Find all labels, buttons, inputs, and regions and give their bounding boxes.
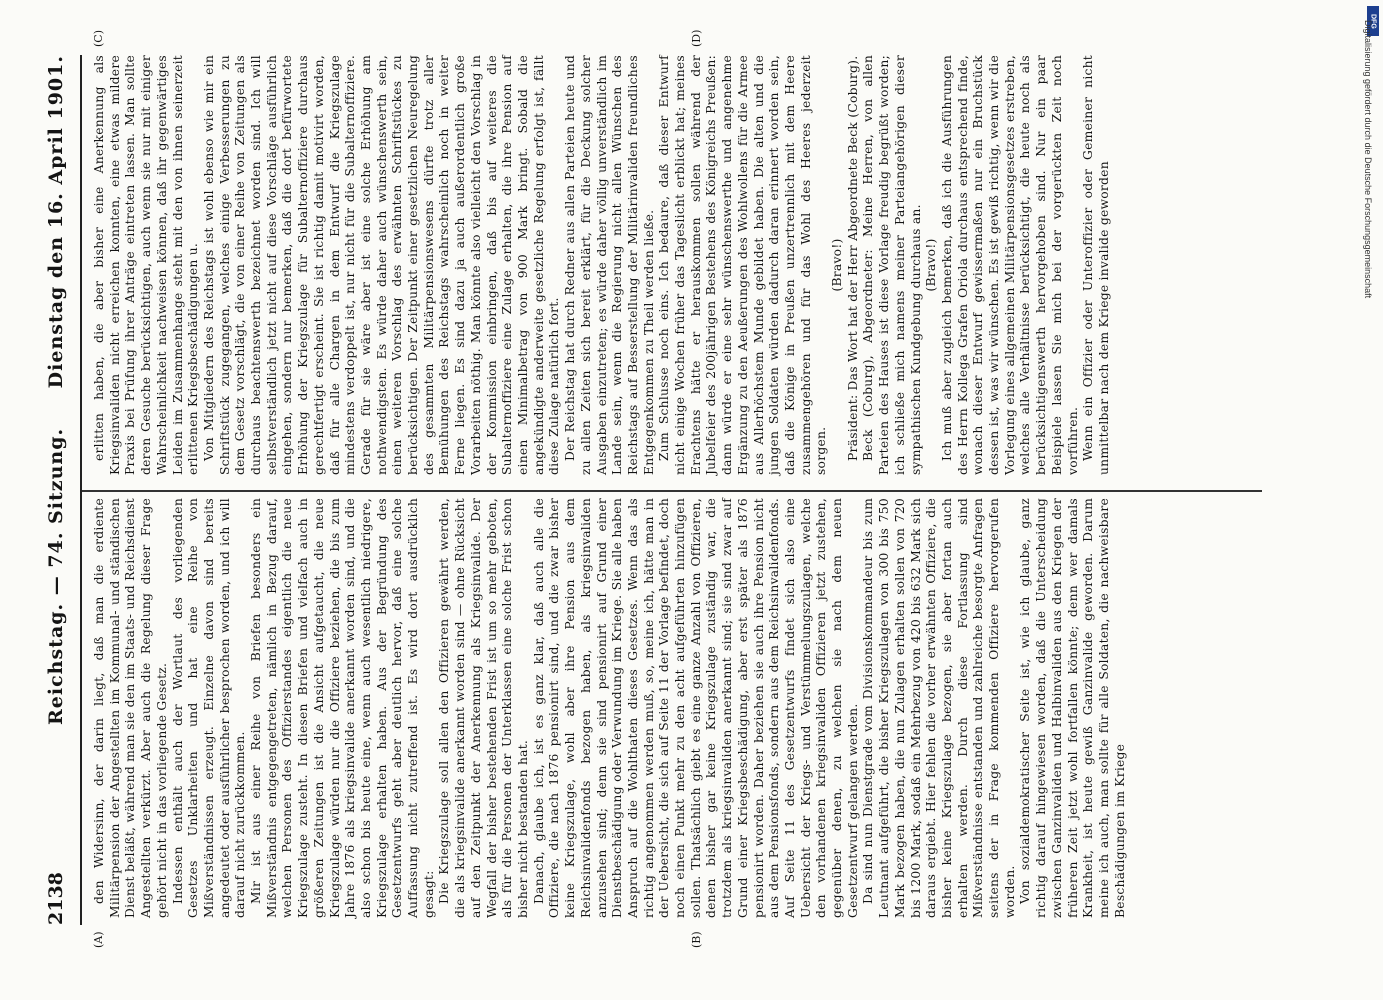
column-divider — [82, 490, 1262, 492]
margin-marker-b: (B) — [690, 931, 703, 948]
paragraph: Wenn ein Offizier oder Unteroffizier oder Gemeiner nicht unmittelbar nach dem Kriege invalide geworden — [1081, 55, 1111, 475]
paragraph: erlitten haben, die aber bisher eine Anerkennung als Kriegsinvaliden nicht erreichen konnten, eine etwas mildere Praxis bei Prüfung ihrer Anträge eintreten lassen. Man sollte deren Gesuche berücksichtigen, auch wenn sie nur mit einiger Wahrscheinlichkeit nachweisen können, daß ihr gegenwärtiges Leiden im Zusammenhange steht mit den von ihnen seinerzeit erlittenen Kriegsbeschädigungen u. — [92, 55, 201, 475]
paragraph: Von sozialdemokratischer Seite ist, wie ich glaube, ganz richtig darauf hingewiesen worden, daß die Unterscheidung zwischen Ganzinvaliden und Halbinvaliden aus den Kriegen der früheren Zeit jetzt wohl fortfallen könnte; denn wer damals Krankheit, ist heute gewiß Ganzinvalide geworden. Darum meine ich auch, man sollte für alle Soldaten, die nachweisbare Beschädigungen im Kriege — [1018, 498, 1127, 918]
dfg-logo: DFG — [1367, 6, 1379, 36]
margin-marker-c: (C) — [92, 30, 105, 47]
applause-note: (Bravo!) — [924, 238, 939, 292]
quote-paragraph: Die Kriegszulage soll allen den Offizieren gewährt werden, die als kriegsinvalide anerkannt worden sind — ohne Rücksicht auf den Zeitpunkt der Anerkennung als Kriegsinvalide. Der Wegfall der bisher bestehenden Frist ist um so mehr geboten, als für die Personen der Unterklassen eine solche Frist schon bisher nicht bestanden hat. — [437, 498, 530, 918]
paragraph: Zum Schlusse noch eins. Ich bedaure, daß dieser Entwurf nicht einige Wochen früher das Tageslicht erblickt hat; meines Erachtens hätte er herauskommen sollen während der Jubelfeier des 200jährigen Bestehens des Königreichs Preußen: dann würde er eine sehr wünschenswerthe und angenehme Ergänzung zu den Aeußerungen des Wohlwollens für die Armee aus Allerhöchstem Munde gebildet haben. Die alten und die jungen Soldaten würden dadurch daran erinnert worden sein, daß die Könige in Preußen unzertrennlich mit dem Heere zusammengehören und für das Wohl des Heeres jederzeit sorgen. — [657, 55, 829, 475]
page-header — [45, 55, 75, 925]
paragraph: Von Mitgliedern des Reichstags ist wohl ebenso wie mir ein Schriftstück zugegangen, welches einige Verbesserungen zu dem Gesetz vorschlägt, die von einer Reihe von Zeitungen als durchaus beachtenswerth bezeichnet worden sind. Ich will selbstverständlich jetzt nicht auf diese Vorschläge ausführlich eingehen, sondern nur bemerken, daß die dort befürwortete Erhöhung der Kriegszulage für Subalternoffiziere durchaus gerechtfertigt erscheint. Sie ist richtig damit motivirt worden, daß für alle Chargen in dem Entwurf die Kriegszulage mindestens verdoppelt ist, nur nicht für die Subalternoffiziere. Gerade für sie wäre aber ist eine solche Erhöhung am nothwendigsten. Es würde daher auch wünschenswerth sein, einen weiteren Vorschlag des erwähnten Schriftstückes zu berücksichtigen. Der Zeitpunkt einer gesetzlichen Neuregelung des gesammten Militärpensionswesens dürfte trotz aller Bemühungen des Reichstags wahrscheinlich noch in weiter Ferne liegen. Es sind dazu ja auch außerordentlich große Vorarbeiten nöthig. Man könnte also vielleicht den Vorschlag in der Kommission einbringen, daß bis auf weiteres die Subalternoffiziere eine Zulage erhalten, die ihre Pension auf einen Minimalbetrag von 900 Mark bringt. Sobald die angekündigte anderweite gesetzliche Regelung erfolgt ist, fällt diese Zulage natürlich fort. — [201, 55, 562, 475]
digitization-credit — [1361, 20, 1375, 620]
right-column — [92, 55, 1113, 475]
paragraph: Da sind nun Dienstgrade vom Divisionskommandeur bis zum Leutnant aufgeführt, die bisher Kriegszulagen von 300 bis 750 Mark bezogen haben, die nun Zulagen erhalten sollen von 720 bis 1200 Mark, sodaß ein Mehrbezug von 420 bis 632 Mark sich daraus ergiebt. Hier fehlen die vorher erwähnten Offiziere, die bisher keine Kriegszulage bezogen, sie aber fortan auch erhalten werden. Durch diese Fortlassung sind Mißverständnisse entstanden und zahlreiche besorgte Anfragen seitens der in Frage kommenden Offiziere hervorgerufen worden. — [861, 498, 1017, 918]
applause-note: (Bravo!) — [830, 238, 845, 292]
margin-marker-d: (D) — [690, 29, 703, 47]
paragraph: Ich muß aber zugleich bemerken, daß ich die Ausführungen des Herrn Kollega Grafen Oriola durchaus entsprechend finde, wonach dieser Entwurf gewissermaßen nur ein Bruchstück dessen ist, was wir wünschen. Es ist gewiß richtig, wenn wir die Vorlegung eines allgemeinen Militärpensionsgesetzes erstreben, welches alle Verhältnisse berücksichtigt, die heute noch als berücksichtigenswerth hervorgehoben sind. Nur ein paar Beispiele lassen Sie mich bei der vorgerückten Zeit noch vorführen. — [939, 55, 1080, 475]
speech-paragraph: Beck (Coburg), Abgeordneter: Meine Herren, von allen Parteien des Hauses ist diese Vorlage freudig begrüßt worden; ich schließe mich namens meiner Parteiangehörigen dieser sympathischen Kundgebung durchaus an. — [861, 55, 923, 475]
session-title: Reichstag. — 74. Sitzung. — [45, 427, 67, 725]
paragraph: Der Reichstag hat durch Redner aus allen Parteien heute und zu allen Zeiten sich bereit erklärt, für die Deckung solcher Ausgaben einzutreten; es würde daher völlig unverständlich im Lande sein, wenn die Regierung nicht allen Wünschen des Reichstags auf Besserstellung der Militärinvaliden freundliches Entgegenkommen zu Theil werden ließe. — [563, 55, 656, 475]
paragraph: Danach, glaube ich, ist es ganz klar, daß auch alle die Offiziere, die nach 1876 pensionirt sind, und die zwar bisher keine Kriegszulage, wohl aber ihre Pension aus dem Reichsinvalidenfonds bezogen haben, als kriegsinvaliden anzusehen sind; denn sie sind pensionirt auf Grund einer Dienstbeschädigung oder Verwundung im Kriege. Sie alle haben Anspruch auf die Wohlthaten dieses Gesetzes. Wenn das als richtig angenommen werden muß, so, meine ich, hätte man in der Uebersicht, die sich auf Seite 11 der Vorlage befindet, doch noch einen Punkt mehr zu den acht aufgeführten hinzufügen sollen. Thatsächlich giebt es eine ganze Anzahl von Offizieren, denen bisher gar keine Kriegszulage zuständig war, die trotzdem als kriegsinvaliden anerkannt sind; sie sind zwar auf Grund einer Kriegsbeschädigung, aber erst später als 1876 pensionirt worden. Daher beziehen sie auch ihre Pension nicht aus dem Pensionsfonds, sondern aus dem Reichsinvalidenfonds. Auf Seite 11 des Gesetzentwurfs findet sich also eine Uebersicht der Kriegs- und Verstümmelungszulagen, welche den vorhandenen kriegsinvaliden Offizieren jetzt zustehen, gegenüber denen, zu welchen sie nach dem neuen Gesetzentwurf gelangen werden. — [531, 498, 860, 918]
credit-text: Digitalisierung gefördert durch die Deutsche Forschungsgemeinschaft — [1363, 20, 1373, 299]
session-date: Dienstag den 16. April 1901. — [45, 55, 67, 389]
left-column — [92, 498, 1128, 918]
paragraph: Indessen enthält auch der Wortlaut des vorliegenden Gesetzes Unklarheiten und hat eine Reihe von Mißverständnissen erzeugt. Einzelne davon sind bereits angedeutet oder ausführlicher besprochen worden, und ich will darauf nicht zurückkommen. — [170, 498, 248, 918]
speaker-announcement: Präsident: Das Wort hat der Herr Abgeordnete Beck (Coburg). — [845, 55, 860, 461]
margin-marker-a: (A) — [92, 931, 105, 948]
paragraph: den Widersinn, der darin liegt, daß man die erdiente Militärpension der Angestellten im Kommunal- und ständischen Dienst beläßt, während man sie den im Staats- und Reichsdienst Angestellten verkürzt. Aber auch die Regelung dieser Frage gehört nicht in das vorliegende Gesetz. — [92, 498, 169, 918]
page-number: 2138 — [45, 872, 67, 925]
paragraph: Mir ist aus einer Reihe von Briefen besonders ein Mißverständnis entgegengetreten, nämlich in Bezug darauf, welchen Personen des Offizierstandes eigentlich die neue Kriegszulage zusteht. In diesen Briefen und vielfach auch in größeren Zeitungen ist die Ansicht aufgetaucht, die neue Kriegszulage würden nur die Offiziere beziehen, die bis zum Jahre 1876 als kriegsinvalide anerkannt worden sind, und die also schon bis heute eine, wenn auch wesentlich niedrigere, Kriegszulage erhalten haben. Aus der Begründung des Gesetzentwurfs geht aber deutlich hervor, daß eine solche Auffassung nicht zutreffend ist. Es wird dort ausdrücklich gesagt: — [249, 498, 436, 918]
